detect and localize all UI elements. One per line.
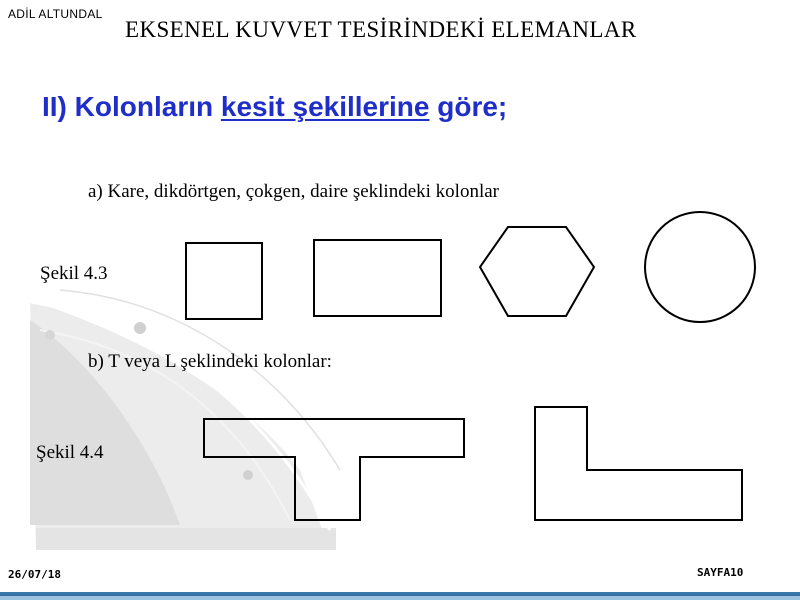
slide-title: EKSENEL KUVVET TESİRİNDEKİ ELEMANLAR: [125, 17, 637, 42]
footer-date: 26/07/18: [8, 568, 61, 581]
heading-prefix: II) Kolonların: [42, 91, 221, 122]
caption-b: b) T veya L şeklindeki kolonlar:: [88, 351, 332, 372]
heading-suffix: göre;: [429, 91, 508, 122]
footer-page-number: SAYFA10: [697, 566, 744, 579]
circle-section-shape: [645, 212, 755, 322]
rectangle-section-shape: [314, 240, 441, 316]
t-section-shape: [204, 419, 464, 520]
hexagon-section-shape: [480, 227, 594, 316]
author-name: ADİL ALTUNDAL: [8, 7, 103, 21]
caption-a: a) Kare, dikdörtgen, çokgen, daire şeklindeki kolonlar: [88, 181, 499, 202]
square-section-shape: [186, 243, 262, 319]
bottom-accent-bar-light: [0, 596, 800, 600]
figure-label-4-4: Şekil 4.4: [36, 442, 104, 463]
heading-underlined-link[interactable]: kesit şekillerine: [220, 91, 430, 122]
figure-label-4-3: Şekil 4.3: [40, 263, 108, 284]
l-section-shape: [535, 407, 742, 520]
